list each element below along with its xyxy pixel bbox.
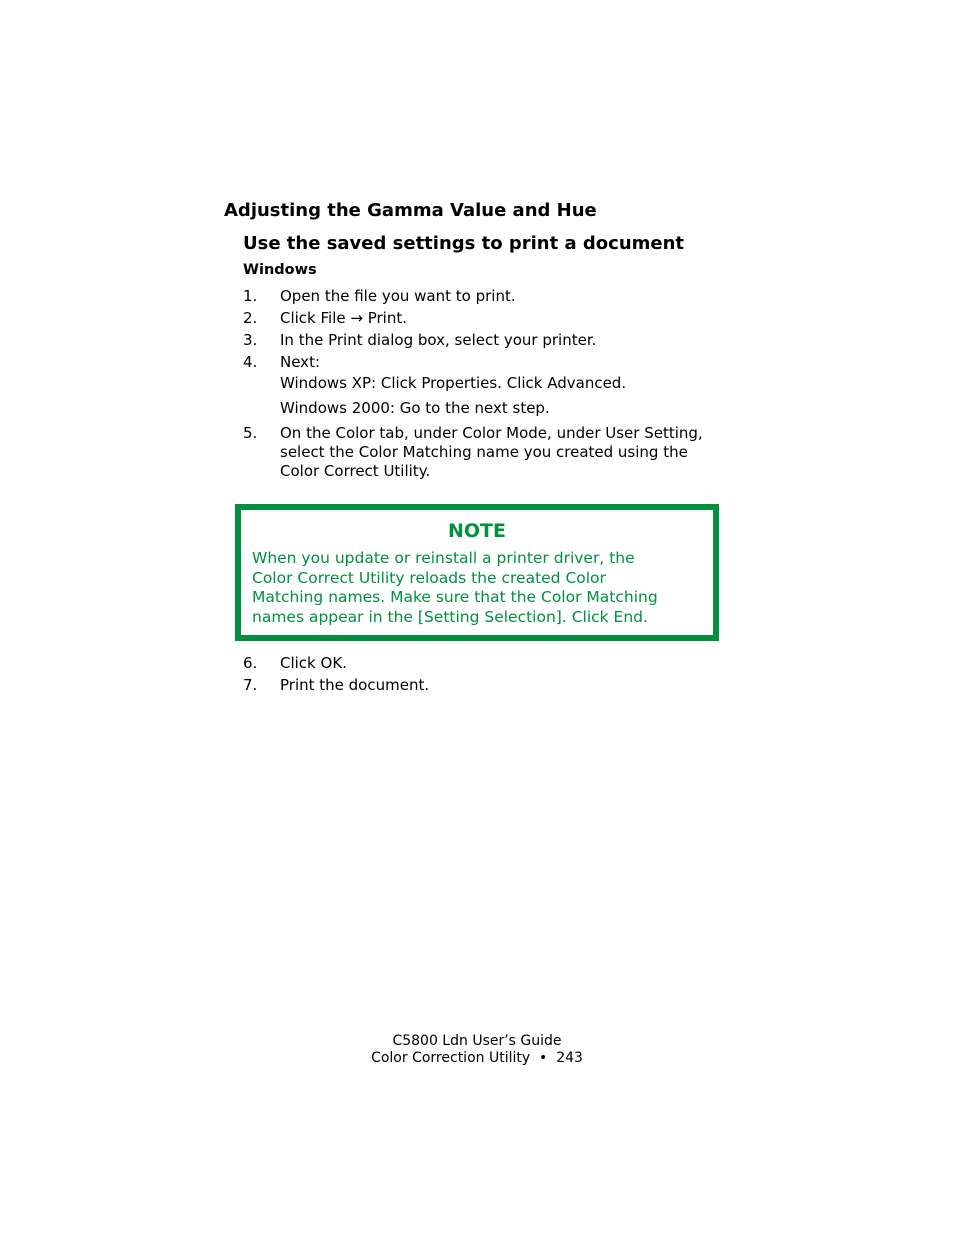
step-number: 4.	[243, 353, 258, 371]
note-line: names appear in the [Setting Selection]. Click End.	[252, 607, 648, 626]
step-text: Print the document.	[280, 676, 430, 694]
note-box	[235, 504, 719, 641]
subsection-title: Use the saved settings to print a document	[243, 233, 685, 254]
step-text: Click File → Print.	[280, 309, 407, 327]
note-line: When you update or reinstall a printer driver, the	[252, 549, 635, 567]
step-text: On the Color tab, under Color Mode, under User Setting,	[280, 424, 703, 442]
step-subtext: Windows 2000: Go to the next step.	[280, 399, 550, 417]
note-line: Color Correct Utility reloads the created Color	[252, 568, 606, 587]
os-heading: Windows	[243, 262, 317, 278]
footer-chapter-page: Color Correction Utility • 243	[371, 1050, 583, 1066]
step-text: Next:	[280, 353, 320, 371]
footer-guide-title: C5800 Ldn User’s Guide	[392, 1033, 562, 1049]
step-subtext: Windows XP: Click Properties. Click Advanced.	[280, 374, 627, 392]
step-number: 7.	[243, 676, 258, 694]
note-title: NOTE	[448, 520, 506, 542]
step-number: 6.	[243, 654, 258, 672]
step-text: In the Print dialog box, select your printer.	[280, 331, 597, 349]
step-text: Open the file you want to print.	[280, 287, 516, 305]
step-number: 1.	[243, 287, 258, 305]
step-number: 3.	[243, 331, 258, 349]
note-body	[252, 549, 658, 627]
step-text: select the Color Matching name you created using the	[280, 443, 688, 461]
step-number: 2.	[243, 309, 258, 327]
step-text: Color Correct Utility.	[280, 462, 431, 480]
section-title: Adjusting the Gamma Value and Hue	[224, 200, 597, 221]
step-number: 5.	[243, 424, 258, 442]
note-line: Matching names. Make sure that the Color Matching	[252, 588, 658, 607]
step-text: Click OK.	[280, 654, 347, 672]
